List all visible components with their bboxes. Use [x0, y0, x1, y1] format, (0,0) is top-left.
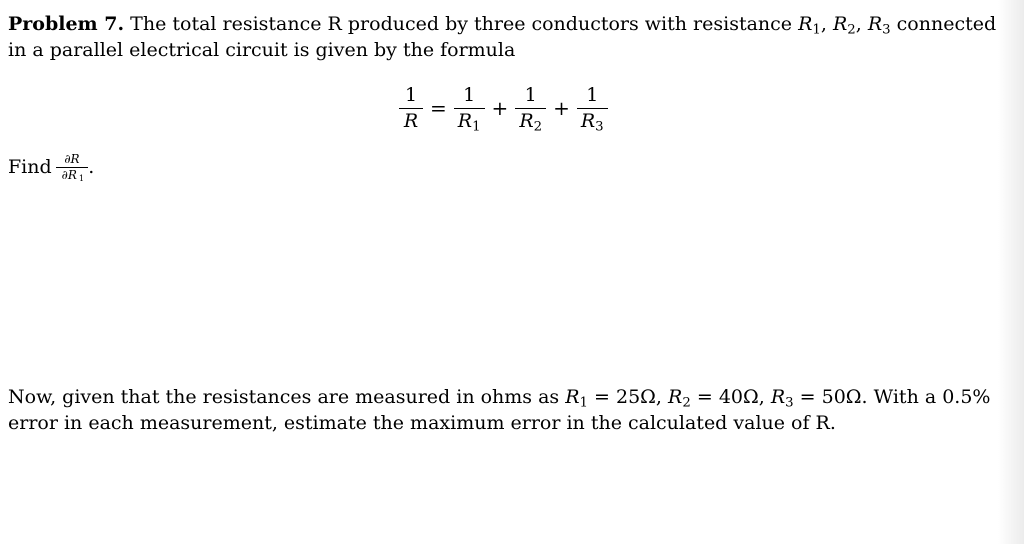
r2-symbol: R — [668, 386, 683, 408]
partial-denominator-subscript: 1 — [78, 172, 85, 183]
fraction-r3-denominator — [577, 109, 608, 132]
r1-symbol: R — [565, 386, 580, 408]
subscript-2: 2 — [533, 118, 543, 134]
lhs-fraction — [399, 85, 423, 132]
fraction-r2-denominator — [515, 109, 546, 132]
r2-subscript: 2 — [682, 395, 691, 411]
subscript-1: 1 — [472, 118, 481, 134]
fraction-r1-denominator — [454, 109, 485, 132]
partial-denominator-symbol: ∂R — [61, 167, 77, 182]
resistance-formula — [396, 83, 611, 133]
comma-2: , — [855, 13, 862, 35]
fraction-r3-numerator: 1 — [586, 83, 599, 106]
given-measurements — [8, 384, 998, 436]
r3-symbol: R — [770, 386, 786, 408]
r-symbol: R — [457, 109, 473, 132]
page-edge-shadow — [998, 0, 1024, 544]
partial-derivative-fraction — [58, 153, 87, 182]
fraction-r2 — [515, 85, 546, 132]
partial-numerator: ∂R — [64, 151, 80, 166]
fraction-r2-numerator: 1 — [524, 83, 537, 106]
fraction-r3 — [577, 85, 608, 132]
partial-denominator — [58, 169, 87, 182]
plus-sign-1: + — [491, 96, 509, 120]
r3-value: = 50Ω. — [799, 386, 868, 408]
lhs-denominator: R — [403, 109, 419, 132]
find-derivative — [8, 150, 94, 184]
r3-symbol: R — [867, 13, 883, 35]
r3-subscript: 3 — [785, 395, 794, 411]
r1-symbol: R — [798, 13, 813, 35]
given-text-continued: With a 0.5% error in each measurement, estimate the maximum error in the calculated value of R. — [8, 386, 991, 434]
r2-subscript: 2 — [847, 22, 856, 38]
fraction-r1 — [454, 85, 485, 132]
subscript-3: 3 — [595, 118, 604, 134]
plus-sign-2: + — [553, 96, 570, 120]
r-symbol: R — [519, 109, 534, 132]
given-text: Now, given that the resistances are measured in ohms as — [8, 386, 560, 408]
problem-statement — [8, 11, 998, 63]
problem-label: Problem 7. — [8, 13, 125, 35]
problem-intro-text: The total resistance R produced by three conductors with resistance — [130, 13, 793, 35]
r3-subscript: 3 — [882, 22, 891, 38]
find-period: . — [88, 156, 95, 178]
r1-subscript: 1 — [812, 22, 821, 38]
r2-symbol: R — [832, 13, 848, 35]
r2-value: = 40Ω, — [696, 386, 765, 408]
comma-1: , — [820, 13, 827, 35]
r-symbol: R — [580, 109, 596, 132]
lhs-numerator: 1 — [404, 83, 418, 106]
r1-subscript: 1 — [579, 395, 588, 411]
problem-intro-text-continued: connected in a parallel electrical circuit is given by the formula — [8, 13, 997, 61]
r1-value: = 25Ω, — [594, 386, 662, 408]
fraction-r1-numerator: 1 — [463, 83, 476, 106]
find-word: Find — [8, 156, 52, 178]
equals-sign: = — [430, 96, 447, 120]
